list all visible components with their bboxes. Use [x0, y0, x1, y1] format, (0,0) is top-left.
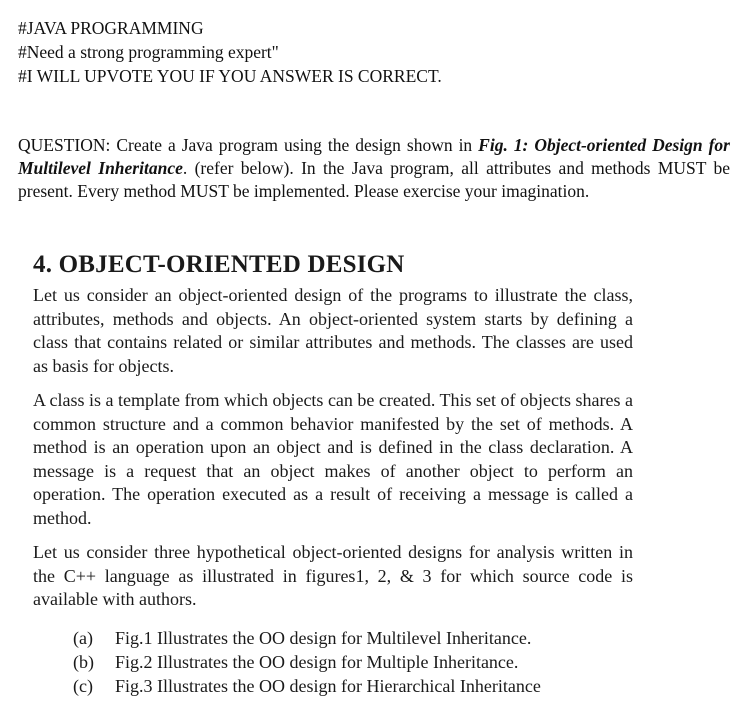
list-item [73, 650, 633, 674]
section-paragraph-2: A class is a template from which objects can be created. This set of objects shares a common structure and a common behavior manifested by the set of methods. A method is an operation upon an object and is defined in the class declaration. A message is a request that an object makes of another object to perform an operation. The operation executed as a result of receiving a message is called a method. [33, 390, 633, 528]
list-item-marker: (c) [73, 675, 93, 696]
header-line-java-programming: #JAVA PROGRAMMING [18, 18, 204, 38]
section-paragraph-3: Let us consider three hypothetical object-oriented designs for analysis written in the C++ language as illustrated in figures1, 2, & 3 for which source code is available with authors. [33, 542, 633, 609]
list-item [73, 674, 633, 698]
list-item-text: Fig.3 Illustrates the OO design for Hierarchical Inheritance [115, 675, 541, 696]
question-paragraph [18, 134, 730, 203]
section-paragraph-1: Let us consider an object-oriented design of the programs to illustrate the class, attributes, methods and objects. An object-oriented system starts by defining a class that contains related or similar attributes and methods. The classes are used as basis for objects. [33, 285, 633, 376]
question-rest: . (refer below). In the Java program, all attributes and methods MUST be present. Every method MUST be implemented. Please exercise your imagination. [18, 158, 731, 201]
list-item [73, 626, 633, 650]
figure-list [33, 626, 633, 698]
question-lead: QUESTION: Create a Java program using the design shown in [18, 135, 479, 155]
header-line-need-expert: #Need a strong programming expert" [18, 42, 279, 62]
question-figure-reference: Fig. 1: Object-oriented Design for Multilevel Inheritance [18, 135, 730, 178]
section-title: 4. OBJECT-ORIENTED DESIGN [33, 251, 405, 278]
list-item-marker: (b) [73, 651, 94, 672]
header-line-upvote: #I WILL UPVOTE YOU IF YOU ANSWER IS CORRECT. [18, 66, 442, 86]
list-item-text: Fig.1 Illustrates the OO design for Multilevel Inheritance. [115, 627, 532, 648]
list-item-text: Fig.2 Illustrates the OO design for Multiple Inheritance. [115, 651, 519, 672]
oo-design-section [33, 250, 633, 698]
list-item-marker: (a) [73, 627, 93, 648]
